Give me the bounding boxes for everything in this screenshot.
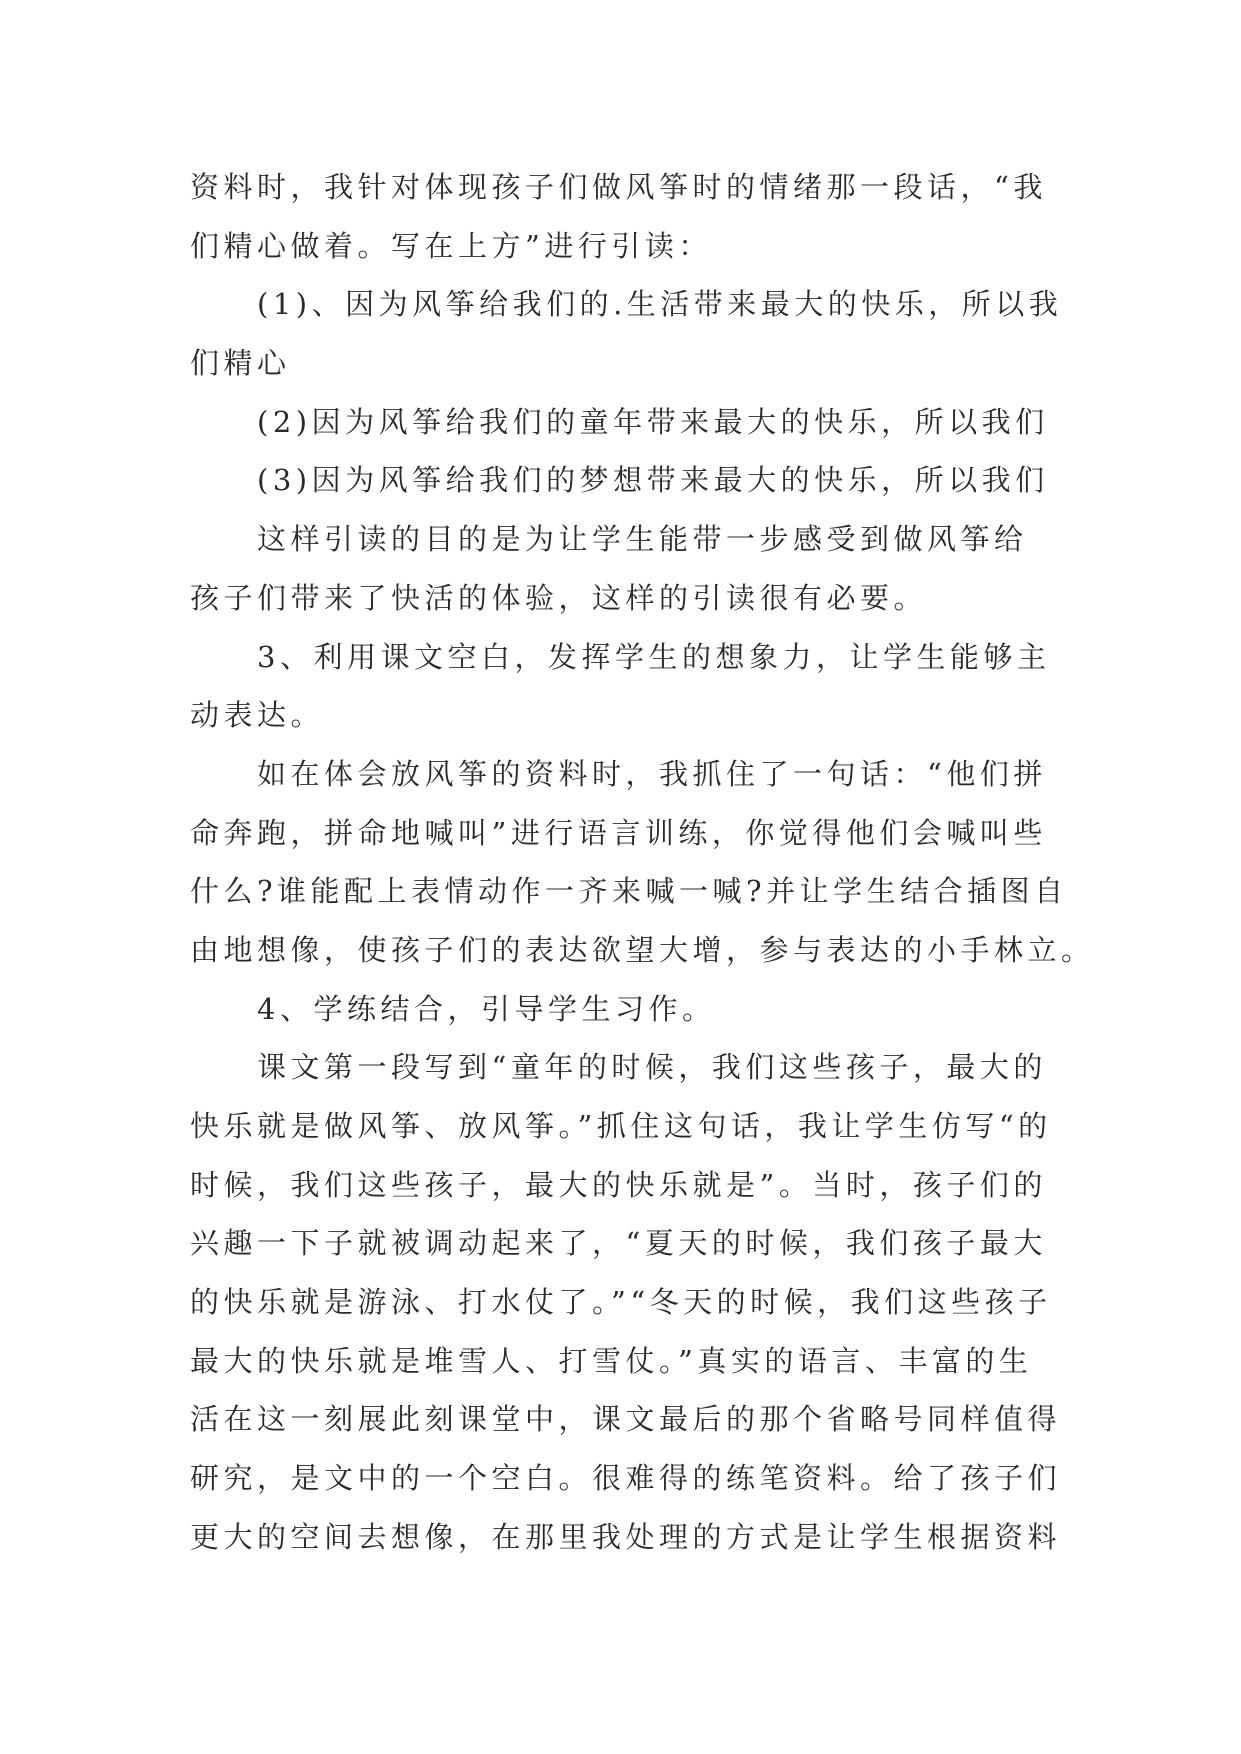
text-line: 动表达。 (190, 698, 325, 733)
text-line: (1)、因为风筝给我们的.生活带来最大的快乐，所以我 (257, 287, 1063, 322)
text-line: 兴趣一下子就被调动起来了，“夏天的时候，我们孩子最大 (190, 1226, 1047, 1261)
text-line: 如在体会放风筝的资料时，我抓住了一句话：“他们拼 (257, 756, 1047, 791)
text-line: 3、利用课文空白，发挥学生的想象力，让学生能够主 (257, 639, 1051, 674)
text-line: 最大的快乐就是堆雪人、打雪仗。”真实的语言、丰富的生 (190, 1343, 1033, 1378)
text-line: 什么?谁能配上表情动作一齐来喊一喊?并让学生结合插图自 (190, 874, 1068, 909)
text-line: 4、学练结合，引导学生习作。 (257, 991, 716, 1026)
text-line: (3)因为风筝给我们的梦想带来最大的快乐，所以我们 (257, 463, 1049, 498)
text-line: 孩子们带来了快活的体验，这样的引读很有必要。 (190, 580, 928, 615)
text-line: 这样引读的目的是为让学生能带一步感受到做风筝给 (257, 522, 1028, 557)
text-line: 资料时，我针对体现孩子们做风筝时的情绪那一段话，“我 (190, 170, 1047, 204)
text-line: 们精心做着。写在上方”进行引读： (190, 228, 712, 263)
text-line: 命奔跑，拼命地喊叫”进行语言训练，你觉得他们会喊叫些 (190, 815, 1047, 850)
text-line: 课文第一段写到“童年的时候，我们这些孩子，最大的 (257, 1050, 1047, 1085)
text-line: 的快乐就是游泳、打水仗了。”“冬天的时候，我们这些孩子 (190, 1285, 1052, 1320)
text-line: 由地想像，使孩子们的表达欲望大增，参与表达的小手林立。 (190, 932, 1095, 967)
text-line: 活在这一刻展此刻课堂中，课文最后的那个省略号同样值得 (190, 1402, 1062, 1437)
text-line: 更大的空间去想像，在那里我处理的方式是让学生根据资料 (190, 1519, 1062, 1554)
text-line: 研究，是文中的一个空白。很难得的练笔资料。给了孩子们 (190, 1461, 1062, 1496)
text-line: 快乐就是做风筝、放风筝。”抓住这句话，我让学生仿写“的 (190, 1109, 1052, 1143)
body-text (190, 158, 1095, 1567)
text-line: (2)因为风筝给我们的童年带来最大的快乐，所以我们 (257, 404, 1049, 439)
text-line: 们精心 (190, 346, 291, 381)
text-line: 时候，我们这些孩子，最大的快乐就是”。当时，孩子们的 (190, 1167, 1047, 1202)
